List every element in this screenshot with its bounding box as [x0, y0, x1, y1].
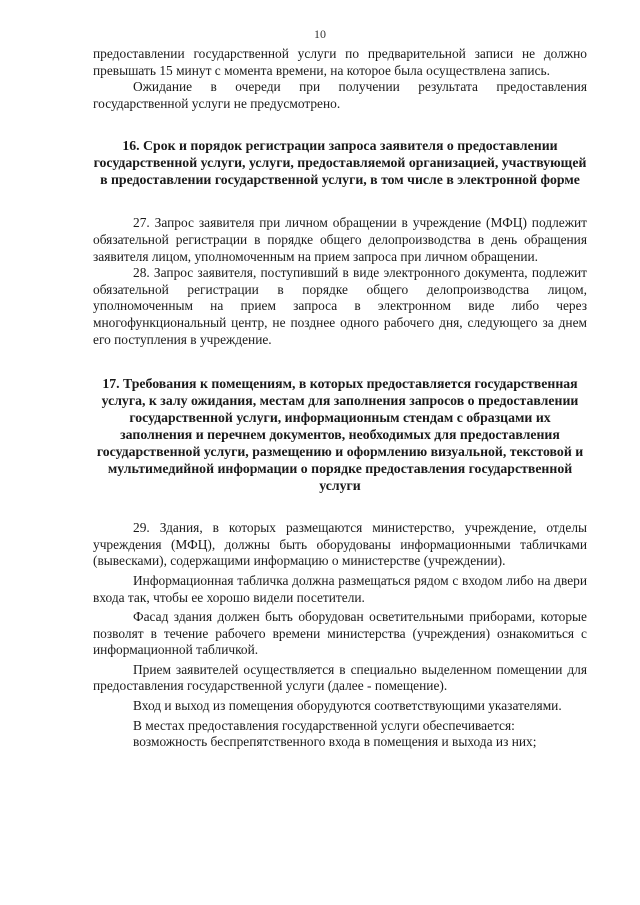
- intro-paragraph-1: предоставлении государственной услуги по предварительной записи не должно превышать 15 минут с момента времени, на которое была осуществлена запись.: [93, 46, 587, 78]
- section-16-heading: 16. Срок и порядок регистрации запроса заявителя о предоставлении государственной услуги, услуги, предоставляемой организацией, участвующей в предоставлении государственной услуги, в том числе в электронной форме: [93, 138, 587, 188]
- paragraph-info-sign: Информационная табличка должна размещаться рядом с входом либо на двери входа так, чтобы ее хорошо видели посетители.: [93, 572, 587, 605]
- intro-paragraph-2: Ожидание в очереди при получении результата предоставления государственной услуги не предусмотрено.: [93, 79, 587, 111]
- section-17-heading: 17. Требования к помещениям, в которых предоставляется государственная услуга, к залу ожидания, местам для заполнения запросов о предоставлении государственной услуги, информационным стендам с образцами их заполнения и перечнем документов, необходимых для предоставления государственной услуги, размещению и оформлению визуальной, текстовой и мультимедийной информации о порядке предоставления государственной услуги: [96, 376, 584, 494]
- page-number: 10: [314, 27, 326, 41]
- paragraph-facade: Фасад здания должен быть оборудован осветительными приборами, которые позволят в течение рабочего времени министерства (учреждения) ознакомиться с информационной табличкой.: [93, 609, 587, 658]
- paragraph-27: 27. Запрос заявителя при личном обращении в учреждение (МФЦ) подлежит обязательной регистрации в порядке общего делопроизводства в день обращения заявителя лицом, уполномоченным на прием запроса при личном обращении.: [93, 215, 587, 264]
- paragraph-service-places: В местах предоставления государственной услуги обеспечивается:: [133, 717, 515, 733]
- paragraph-entry-exit: Вход и выход из помещения оборудуются соответствующими указателями.: [133, 698, 562, 714]
- page-content: [93, 46, 587, 751]
- paragraph-29: 29. Здания, в которых размещаются министерство, учреждение, отделы учреждения (МФЦ), должны быть оборудованы информационными табличками (вывесками), содержащими информацию о министерстве (учреждении).: [93, 520, 587, 569]
- paragraph-reception: Прием заявителей осуществляется в специально выделенном помещении для предоставления государственной услуги (далее - помещение).: [93, 661, 587, 694]
- paragraph-28: 28. Запрос заявителя, поступивший в виде электронного документа, подлежит обязательной регистрации в порядке общего делопроизводства лицом, уполномоченным на прием запроса в электронном виде либо через многофункциональный центр, не позднее одного рабочего дня, следующего за днем его поступления в учреждение.: [93, 265, 587, 347]
- paragraph-free-access: возможность беспрепятственного входа в помещения и выхода из них;: [133, 734, 537, 750]
